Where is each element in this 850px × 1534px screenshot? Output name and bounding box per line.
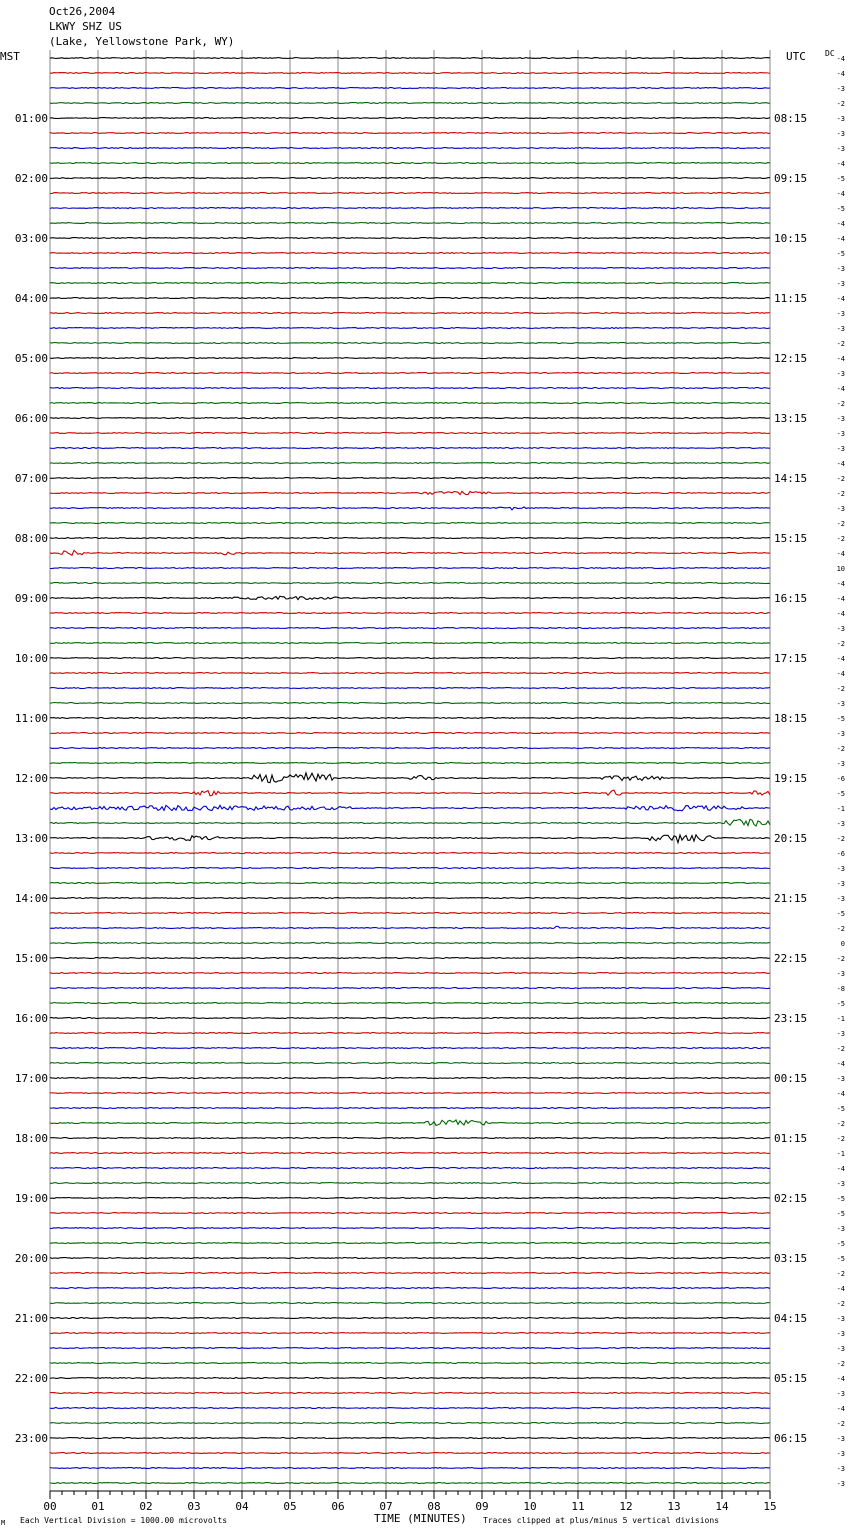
utc-label-00:15: 00:15: [774, 1072, 808, 1085]
trace-row-76: [50, 1198, 770, 1199]
dc-offset-row-48: -6: [836, 775, 845, 783]
trace-row-35: [50, 583, 770, 584]
utc-hour-labels: [774, 112, 807, 1445]
utc-label-04:15: 04:15: [774, 1312, 808, 1325]
trace-row-43: [50, 703, 770, 704]
mst-label-22:00: 22:00: [14, 1372, 48, 1385]
dc-offset-row-49: -5: [836, 790, 845, 798]
trace-row-77: [50, 1213, 770, 1214]
trace-row-93: [50, 1453, 770, 1454]
dc-offset-row-88: -4: [836, 1375, 845, 1383]
x-tick-label-07: 07: [379, 1500, 393, 1513]
trace-row-79: [50, 1243, 770, 1244]
utc-label-17:15: 17:15: [774, 652, 808, 665]
trace-row-71: [50, 1120, 770, 1125]
utc-label-05:15: 05:15: [774, 1372, 808, 1385]
x-tick-label-12: 12: [619, 1500, 633, 1513]
trace-row-73: [50, 1153, 770, 1154]
dc-offset-row-40: -4: [836, 655, 845, 663]
trace-row-12: [50, 238, 770, 239]
dc-offset-row-80: -5: [836, 1255, 845, 1263]
trace-row-42: [50, 688, 770, 689]
dc-offset-row-90: -4: [836, 1405, 845, 1413]
dc-offset-row-19: -2: [836, 340, 845, 348]
trace-row-5: [50, 133, 770, 134]
dc-offset-row-51: -3: [836, 820, 845, 828]
dc-offset-row-93: -3: [836, 1450, 845, 1458]
dc-offset-row-24: -3: [836, 415, 845, 423]
dc-offset-row-28: -2: [836, 475, 845, 483]
dc-offset-row-45: -3: [836, 730, 845, 738]
mst-label-02:00: 02:00: [14, 172, 48, 185]
dc-offset-row-86: -3: [836, 1345, 845, 1353]
trace-row-64: [50, 1018, 770, 1019]
trace-row-31: [50, 523, 770, 524]
trace-row-26: [50, 448, 770, 449]
trace-row-19: [50, 343, 770, 344]
trace-row-60: [50, 958, 770, 959]
dc-offset-row-47: -3: [836, 760, 845, 768]
trace-row-61: [50, 973, 770, 974]
dc-offset-row-0: -4: [836, 55, 845, 63]
utc-label-14:15: 14:15: [774, 472, 808, 485]
x-tick-label-10: 10: [523, 1500, 537, 1513]
dc-offset-row-58: -2: [836, 925, 845, 933]
dc-offset-row-31: -2: [836, 520, 845, 528]
trace-row-3: [50, 103, 770, 104]
dc-offset-row-2: -3: [836, 85, 845, 93]
dc-offset-row-35: -4: [836, 580, 845, 588]
trace-row-28: [50, 478, 770, 479]
trace-row-58: [50, 926, 770, 928]
utc-label-20:15: 20:15: [774, 832, 808, 845]
trace-row-78: [50, 1228, 770, 1229]
dc-offset-row-87: -2: [836, 1360, 845, 1368]
trace-row-86: [50, 1348, 770, 1349]
dc-offset-row-77: -5: [836, 1210, 845, 1218]
dc-offset-row-55: -3: [836, 880, 845, 888]
trace-row-15: [50, 283, 770, 284]
utc-label-12:15: 12:15: [774, 352, 808, 365]
dc-offset-row-66: -2: [836, 1045, 845, 1053]
trace-row-59: [50, 943, 770, 944]
dc-offset-row-23: -2: [836, 400, 845, 408]
trace-row-62: [50, 988, 770, 989]
utc-label-01:15: 01:15: [774, 1132, 808, 1145]
utc-label-13:15: 13:15: [774, 412, 808, 425]
mst-label-14:00: 14:00: [14, 892, 48, 905]
plot-date: Oct26,2004: [49, 5, 116, 18]
trace-row-21: [50, 373, 770, 374]
dc-offset-row-60: -2: [836, 955, 845, 963]
dc-offset-row-59: 0: [840, 940, 845, 948]
dc-offset-row-79: -5: [836, 1240, 845, 1248]
scale-note: Each Vertical Division = 1000.00 microvolts: [20, 1516, 228, 1525]
dc-offset-row-4: -3: [836, 115, 845, 123]
dc-offset-row-63: -5: [836, 1000, 845, 1008]
dc-offset-row-9: -4: [836, 190, 845, 198]
dc-offset-row-37: -4: [836, 610, 845, 618]
mst-label-20:00: 20:00: [14, 1252, 48, 1265]
trace-row-2: [50, 88, 770, 89]
dc-offset-row-61: -3: [836, 970, 845, 978]
dc-offset-row-12: -4: [836, 235, 845, 243]
dc-offset-row-1: -4: [836, 70, 845, 78]
time-grid: [50, 50, 770, 1491]
dc-offset-row-33: -4: [836, 550, 845, 558]
trace-row-85: [50, 1333, 770, 1334]
trace-row-52: [50, 835, 770, 843]
trace-row-41: [50, 673, 770, 674]
dc-offset-row-25: -3: [836, 430, 845, 438]
trace-row-9: [50, 193, 770, 194]
dc-offset-row-29: -2: [836, 490, 845, 498]
dc-offset-row-69: -4: [836, 1090, 845, 1098]
left-timezone-label: MST: [0, 50, 20, 63]
trace-row-22: [50, 388, 770, 389]
trace-row-23: [50, 403, 770, 404]
dc-offset-row-76: -5: [836, 1195, 845, 1203]
trace-row-51: [50, 819, 770, 826]
trace-row-25: [50, 433, 770, 434]
trace-row-16: [50, 298, 770, 299]
dc-offset-row-36: -4: [836, 595, 845, 603]
utc-label-23:15: 23:15: [774, 1012, 808, 1025]
station-id: LKWY SHZ US: [49, 20, 122, 33]
x-tick-label-05: 05: [283, 1500, 297, 1513]
dc-offset-row-95: -3: [836, 1480, 845, 1488]
trace-row-14: [50, 268, 770, 269]
dc-offset-row-41: -4: [836, 670, 845, 678]
x-tick-label-06: 06: [331, 1500, 345, 1513]
trace-row-32: [50, 538, 770, 539]
dc-offset-row-72: -2: [836, 1135, 845, 1143]
trace-row-40: [50, 658, 770, 659]
trace-row-68: [50, 1078, 770, 1079]
trace-row-30: [50, 507, 770, 510]
x-tick-label-00: 00: [43, 1500, 57, 1513]
dc-offset-row-38: -3: [836, 625, 845, 633]
trace-row-84: [50, 1318, 770, 1319]
trace-row-81: [50, 1273, 770, 1274]
trace-row-69: [50, 1093, 770, 1094]
dc-offset-row-56: -3: [836, 895, 845, 903]
trace-row-56: [50, 898, 770, 899]
trace-row-4: [50, 118, 770, 119]
trace-row-13: [50, 253, 770, 254]
utc-label-10:15: 10:15: [774, 232, 808, 245]
trace-row-92: [50, 1438, 770, 1439]
trace-row-54: [50, 868, 770, 869]
trace-row-49: [50, 790, 770, 796]
trace-row-66: [50, 1048, 770, 1049]
mst-label-01:00: 01:00: [14, 112, 48, 125]
dc-offset-row-89: -3: [836, 1390, 845, 1398]
trace-row-27: [50, 463, 770, 464]
corner-mark: M: [1, 1519, 6, 1527]
station-location: (Lake, Yellowstone Park, WY): [49, 35, 235, 48]
dc-offset-row-10: -5: [836, 205, 845, 213]
right-timezone-label: UTC: [786, 50, 806, 63]
dc-offset-header: DC: [825, 49, 835, 58]
mst-label-23:00: 23:00: [14, 1432, 48, 1445]
mst-label-05:00: 05:00: [14, 352, 48, 365]
utc-label-16:15: 16:15: [774, 592, 808, 605]
dc-offset-row-17: -3: [836, 310, 845, 318]
x-tick-label-08: 08: [427, 1500, 441, 1513]
dc-offset-row-94: -3: [836, 1465, 845, 1473]
mst-label-16:00: 16:00: [14, 1012, 48, 1025]
trace-row-94: [50, 1468, 770, 1469]
dc-offset-row-68: -3: [836, 1075, 845, 1083]
dc-offset-row-32: -2: [836, 535, 845, 543]
x-tick-label-01: 01: [91, 1500, 105, 1513]
utc-label-02:15: 02:15: [774, 1192, 808, 1205]
trace-row-1: [50, 73, 770, 74]
dc-offset-row-7: -4: [836, 160, 845, 168]
time-axis: [43, 1491, 776, 1513]
dc-offset-row-82: -4: [836, 1285, 845, 1293]
dc-offset-row-91: -2: [836, 1420, 845, 1428]
dc-offset-row-39: -2: [836, 640, 845, 648]
mst-label-07:00: 07:00: [14, 472, 48, 485]
dc-offset-row-62: -8: [836, 985, 845, 993]
trace-row-44: [50, 718, 770, 719]
mst-label-09:00: 09:00: [14, 592, 48, 605]
trace-row-95: [50, 1483, 770, 1484]
mst-label-21:00: 21:00: [14, 1312, 48, 1325]
trace-row-17: [50, 313, 770, 314]
dc-offset-row-85: -3: [836, 1330, 845, 1338]
dc-offset-row-78: -3: [836, 1225, 845, 1233]
mst-label-19:00: 19:00: [14, 1192, 48, 1205]
mst-label-10:00: 10:00: [14, 652, 48, 665]
trace-row-29: [50, 491, 770, 494]
dc-offset-row-46: -2: [836, 745, 845, 753]
trace-row-45: [50, 733, 770, 734]
dc-offset-row-42: -2: [836, 685, 845, 693]
dc-offset-row-8: -5: [836, 175, 845, 183]
utc-label-21:15: 21:15: [774, 892, 808, 905]
dc-offset-row-5: -3: [836, 130, 845, 138]
trace-row-47: [50, 763, 770, 764]
mst-label-04:00: 04:00: [14, 292, 48, 305]
seismic-traces: [50, 58, 770, 1484]
dc-offset-row-11: -4: [836, 220, 845, 228]
dc-offset-row-15: -3: [836, 280, 845, 288]
dc-offset-row-67: -4: [836, 1060, 845, 1068]
x-tick-label-02: 02: [139, 1500, 153, 1513]
trace-row-34: [50, 568, 770, 569]
dc-offset-row-27: -4: [836, 460, 845, 468]
trace-row-0: [50, 58, 770, 59]
x-tick-label-04: 04: [235, 1500, 249, 1513]
trace-row-70: [50, 1108, 770, 1109]
trace-row-11: [50, 223, 770, 224]
dc-offset-row-50: -1: [836, 805, 845, 813]
dc-offset-row-70: -5: [836, 1105, 845, 1113]
time-axis-title: TIME (MINUTES): [374, 1512, 467, 1525]
trace-row-90: [50, 1408, 770, 1409]
dc-offset-row-26: -3: [836, 445, 845, 453]
trace-row-74: [50, 1168, 770, 1169]
trace-row-65: [50, 1033, 770, 1034]
trace-row-57: [50, 913, 770, 914]
dc-offset-row-92: -3: [836, 1435, 845, 1443]
trace-row-46: [50, 748, 770, 749]
utc-label-15:15: 15:15: [774, 532, 808, 545]
utc-label-09:15: 09:15: [774, 172, 808, 185]
mst-label-13:00: 13:00: [14, 832, 48, 845]
x-tick-label-03: 03: [187, 1500, 201, 1513]
trace-row-88: [50, 1378, 770, 1379]
utc-label-08:15: 08:15: [774, 112, 808, 125]
trace-row-18: [50, 328, 770, 329]
dc-offset-row-44: -5: [836, 715, 845, 723]
dc-offset-row-13: -5: [836, 250, 845, 258]
trace-row-8: [50, 178, 770, 179]
trace-row-72: [50, 1138, 770, 1139]
dc-offset-row-75: -3: [836, 1180, 845, 1188]
trace-row-67: [50, 1063, 770, 1064]
dc-offset-row-18: -3: [836, 325, 845, 333]
mst-label-08:00: 08:00: [14, 532, 48, 545]
trace-row-6: [50, 148, 770, 149]
dc-offset-row-43: -3: [836, 700, 845, 708]
dc-offset-labels: [837, 55, 845, 1488]
dc-offset-row-52: -2: [836, 835, 845, 843]
utc-label-22:15: 22:15: [774, 952, 808, 965]
dc-offset-row-6: -3: [836, 145, 845, 153]
trace-row-7: [50, 163, 770, 164]
dc-offset-row-81: -2: [836, 1270, 845, 1278]
mst-label-06:00: 06:00: [14, 412, 48, 425]
trace-row-75: [50, 1183, 770, 1184]
utc-label-18:15: 18:15: [774, 712, 808, 725]
utc-label-03:15: 03:15: [774, 1252, 808, 1265]
trace-row-50: [50, 805, 770, 811]
x-tick-label-14: 14: [715, 1500, 729, 1513]
mst-label-12:00: 12:00: [14, 772, 48, 785]
trace-row-37: [50, 613, 770, 614]
trace-row-20: [50, 358, 770, 359]
trace-row-91: [50, 1423, 770, 1424]
dc-offset-row-53: -6: [836, 850, 845, 858]
dc-offset-row-71: -2: [836, 1120, 845, 1128]
dc-offset-row-30: -3: [836, 505, 845, 513]
trace-row-83: [50, 1303, 770, 1304]
trace-row-36: [50, 596, 770, 599]
trace-row-38: [50, 628, 770, 629]
dc-offset-row-73: -1: [836, 1150, 845, 1158]
mst-label-17:00: 17:00: [14, 1072, 48, 1085]
utc-label-11:15: 11:15: [774, 292, 808, 305]
mst-label-03:00: 03:00: [14, 232, 48, 245]
trace-row-63: [50, 1003, 770, 1004]
x-tick-label-13: 13: [667, 1500, 681, 1513]
trace-row-87: [50, 1363, 770, 1364]
utc-label-19:15: 19:15: [774, 772, 808, 785]
trace-row-39: [50, 643, 770, 644]
trace-row-53: [50, 853, 770, 854]
dc-offset-row-74: -4: [836, 1165, 845, 1173]
dc-offset-row-16: -4: [836, 295, 845, 303]
trace-row-33: [50, 550, 770, 555]
dc-offset-row-57: -5: [836, 910, 845, 918]
x-tick-label-09: 09: [475, 1500, 489, 1513]
utc-label-06:15: 06:15: [774, 1432, 808, 1445]
dc-offset-row-20: -4: [836, 355, 845, 363]
dc-offset-row-22: -4: [836, 385, 845, 393]
trace-row-80: [50, 1258, 770, 1259]
trace-row-24: [50, 418, 770, 419]
trace-row-82: [50, 1288, 770, 1289]
dc-offset-row-34: 10: [836, 565, 845, 573]
dc-offset-row-65: -3: [836, 1030, 845, 1038]
dc-offset-row-64: -1: [836, 1015, 845, 1023]
trace-row-89: [50, 1393, 770, 1394]
mst-label-11:00: 11:00: [14, 712, 48, 725]
trace-row-10: [50, 208, 770, 209]
clip-note: Traces clipped at plus/minus 5 vertical divisions: [483, 1516, 720, 1525]
mst-label-15:00: 15:00: [14, 952, 48, 965]
dc-offset-row-54: -3: [836, 865, 845, 873]
mst-hour-labels: [15, 112, 48, 1445]
trace-row-48: [50, 773, 770, 783]
trace-row-55: [50, 883, 770, 884]
mst-label-18:00: 18:00: [14, 1132, 48, 1145]
dc-offset-row-84: -3: [836, 1315, 845, 1323]
x-tick-label-11: 11: [571, 1500, 585, 1513]
dc-offset-row-83: -2: [836, 1300, 845, 1308]
dc-offset-row-21: -3: [836, 370, 845, 378]
dc-offset-row-14: -3: [836, 265, 845, 273]
x-tick-label-15: 15: [763, 1500, 777, 1513]
dc-offset-row-3: -2: [836, 100, 845, 108]
